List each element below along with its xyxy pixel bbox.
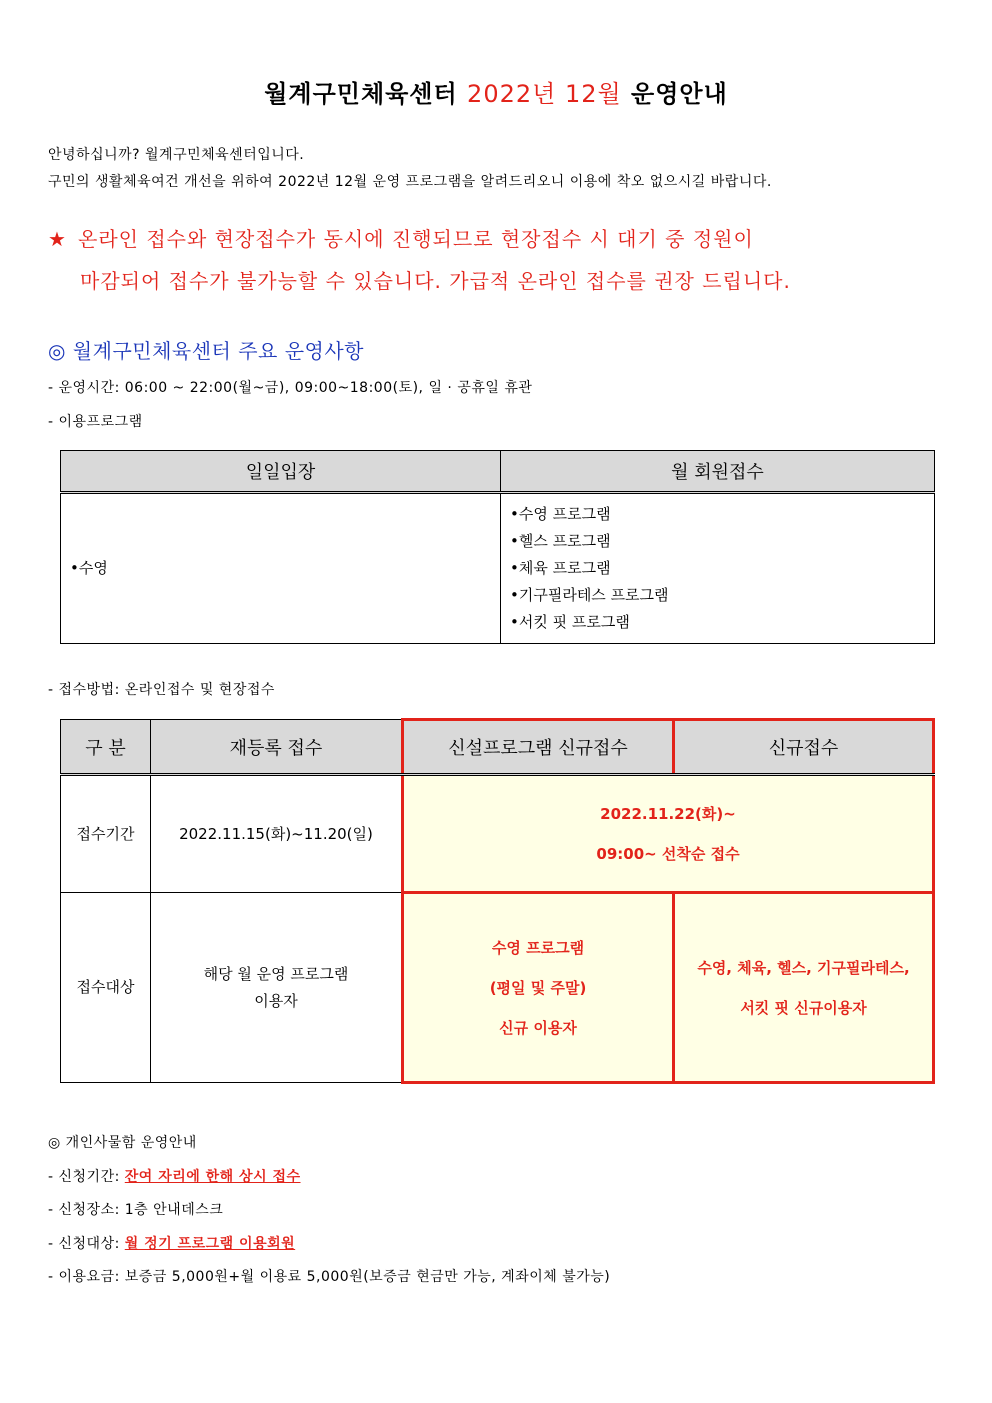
monthly-item: • 기구필라테스 프로그램	[510, 582, 925, 609]
header-new-program: 신설프로그램 신규접수	[403, 720, 674, 775]
operating-hours: - 운영시간: 06:00 ~ 22:00(월~금), 09:00~18:00(토), 일 · 공휴일 휴관	[48, 380, 533, 396]
registration-table	[60, 718, 935, 1084]
target-new-program	[403, 893, 674, 1083]
section-heading-ops: ◎ 월계구민체육센터 주요 운영사항	[48, 339, 365, 363]
target-new-registration	[674, 893, 934, 1083]
method-label: - 접수방법: 온라인접수 및 현장접수	[48, 682, 275, 698]
daily-item: • 수영	[70, 555, 491, 582]
header-reregistration: 재등록 접수	[151, 720, 403, 775]
monthly-item: • 헬스 프로그램	[510, 528, 925, 555]
intro-line-1: 안녕하십니까? 월계구민체육센터입니다.	[48, 147, 305, 163]
intro-line-2: 구민의 생활체육여건 개선을 위하여 2022년 12월 운영 프로그램을 알려드리오니 이용에 착오 없으시길 바랍니다.	[48, 174, 772, 190]
locker-period-label: - 신청기간:	[48, 1169, 125, 1185]
period-new	[403, 775, 934, 893]
locker-period-value: 잔여 자리에 한해 상시 접수	[124, 1169, 301, 1185]
locker-target	[48, 1233, 295, 1253]
period-rereg: 2022.11.15(화)~11.20(일)	[151, 775, 403, 893]
monthly-item: • 체육 프로그램	[510, 555, 925, 582]
monthly-item: • 서킷 핏 프로그램	[510, 609, 925, 636]
period-new-line-2: 09:00~ 선착순 접수	[596, 844, 740, 863]
target-label: 접수대상	[61, 893, 151, 1083]
star-icon: ★	[48, 227, 67, 251]
program-table	[60, 450, 935, 644]
notice-line-2: 마감되어 접수가 불가능할 수 있습니다. 가급적 온라인 접수를 권장 드립니다.	[80, 269, 791, 293]
notice-line-1: 온라인 접수와 현장접수가 동시에 진행되므로 현장접수 시 대기 중 정원이	[78, 227, 754, 251]
locker-target-label: - 신청대상:	[48, 1236, 125, 1252]
period-new-line-1: 2022.11.22(화)~	[600, 804, 736, 823]
title-prefix: 월계구민체육센터	[264, 80, 458, 108]
locker-fee: - 이용요금: 보증금 5,000원+월 이용료 5,000원(보증금 현금만 가능, 계좌이체 불가능)	[48, 1269, 611, 1285]
title-highlight: 2022년 12월	[467, 80, 622, 108]
locker-heading: ◎ 개인사물함 운영안내	[48, 1135, 197, 1151]
header-monthly: 월 회원접수	[501, 451, 935, 493]
target-newprog-line: 수영 프로그램	[491, 938, 585, 957]
target-rereg-line-1: 해당 월 운영 프로그램	[203, 964, 349, 983]
monthly-item: • 수영 프로그램	[510, 501, 925, 528]
header-new-registration: 신규접수	[674, 720, 934, 775]
period-label: 접수기간	[61, 775, 151, 893]
locker-target-value: 월 정기 프로그램 이용회원	[124, 1236, 296, 1252]
title-suffix: 운영안내	[631, 80, 728, 108]
notice-box	[48, 218, 791, 302]
locker-place: - 신청장소: 1층 안내데스크	[48, 1202, 224, 1218]
header-category: 구 분	[61, 720, 151, 775]
target-newprog-line: 신규 이용자	[499, 1018, 577, 1037]
page-title	[0, 74, 992, 109]
target-new-line-1: 수영, 체육, 헬스, 기구필라테스,	[697, 958, 910, 977]
target-new-line-2: 서킷 핏 신규이용자	[740, 998, 867, 1017]
daily-cell	[61, 493, 501, 644]
locker-period	[48, 1166, 301, 1186]
intro-paragraph	[48, 142, 772, 196]
monthly-cell	[501, 493, 935, 644]
programs-label: - 이용프로그램	[48, 414, 143, 430]
header-daily: 일일입장	[61, 451, 501, 493]
target-rereg-line-2: 이용자	[254, 991, 298, 1010]
target-rereg	[151, 893, 403, 1083]
target-newprog-line: (평일 및 주말)	[489, 978, 587, 997]
